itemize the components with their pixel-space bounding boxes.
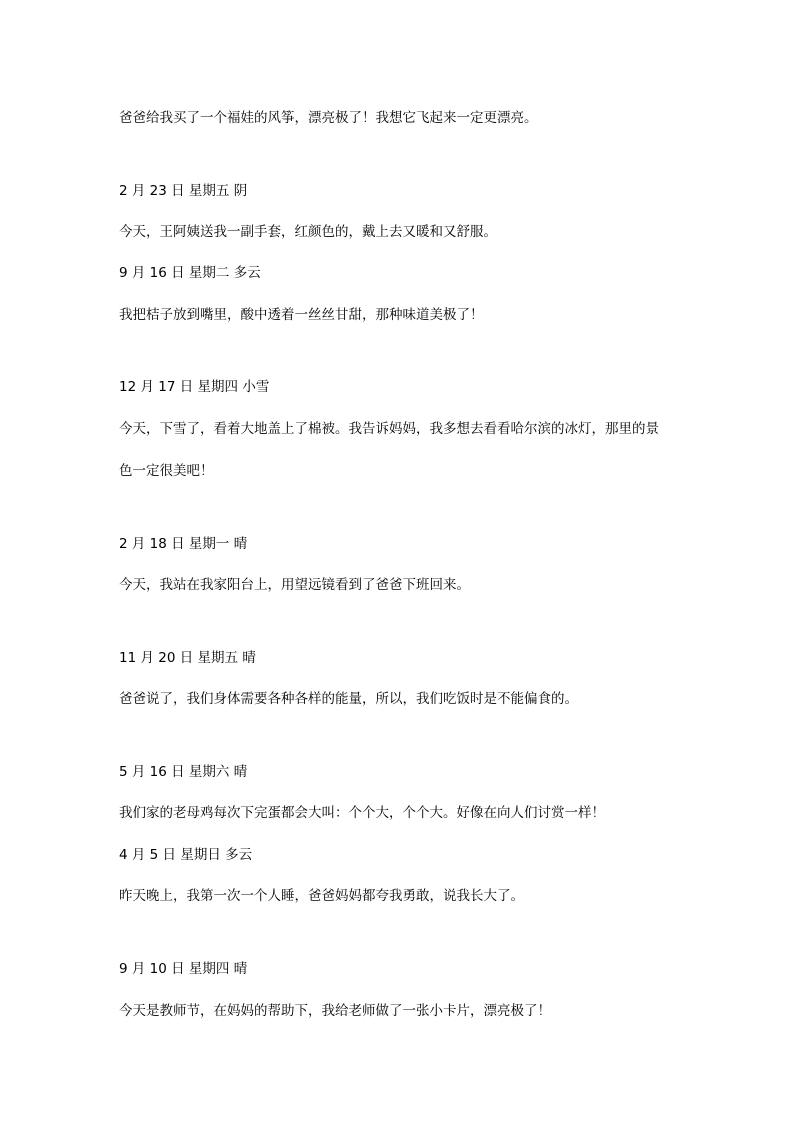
entry-text: 昨天晚上，我第一次一个人睡，爸爸妈妈都夸我勇敢，说我长大了。 <box>119 888 524 904</box>
entry-date: 9 月 16 日 星期二 多云 <box>119 265 261 281</box>
entry-date: 5 月 16 日 星期六 晴 <box>119 764 248 780</box>
entry-date: 12 月 17 日 星期四 小雪 <box>119 379 270 395</box>
entry-text: 今天，我站在我家阳台上，用望远镜看到了爸爸下班回来。 <box>119 577 470 593</box>
entry-text: 我把桔子放到嘴里，酸中透着一丝丝甘甜，那种味道美极了！ <box>119 307 484 323</box>
entry-text: 爸爸给我买了一个福娃的风筝，漂亮极了！我想它飞起来一定更漂亮。 <box>119 110 538 126</box>
entry-text: 今天是教师节，在妈妈的帮助下，我给老师做了一张小卡片，漂亮极了！ <box>119 1003 551 1019</box>
entry-text-continued: 色一定很美吧！ <box>119 463 214 479</box>
entry-date: 4 月 5 日 星期日 多云 <box>119 847 253 863</box>
entry-text: 爸爸说了，我们身体需要各种各样的能量，所以，我们吃饭时是不能偏食的。 <box>119 691 578 707</box>
entry-text: 今天，下雪了，看着大地盖上了棉被。我告诉妈妈，我多想去看看哈尔滨的冰灯，那里的景 <box>119 421 659 437</box>
entry-date: 11 月 20 日 星期五 晴 <box>119 650 256 666</box>
entry-text: 今天，王阿姨送我一副手套，红颜色的，戴上去又暖和又舒服。 <box>119 224 497 240</box>
entry-date: 2 月 23 日 星期五 阴 <box>119 183 248 199</box>
entry-date: 2 月 18 日 星期一 晴 <box>119 536 248 552</box>
entry-date: 9 月 10 日 星期四 晴 <box>119 961 248 977</box>
entry-text: 我们家的老母鸡每次下完蛋都会大叫：个个大，个个大。好像在向人们讨赏一样！ <box>119 805 605 821</box>
